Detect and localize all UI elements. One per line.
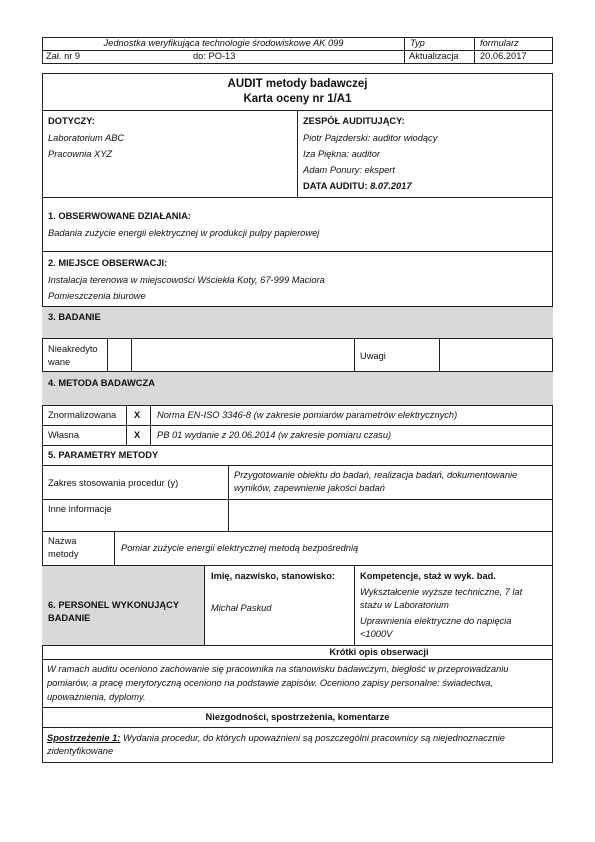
other-info-label: Inne informacje — [48, 504, 112, 514]
section-3-header — [42, 307, 553, 339]
method-mark: X — [134, 430, 141, 440]
personnel-name-header: Imię, nazwisko, stanowisko: — [211, 571, 335, 581]
observation-line: upoważnienia, dyplomy. — [47, 692, 146, 702]
method-label: Własna — [48, 430, 80, 440]
unit-name: Jednostka weryfikująca technologie środowiskowe AK 099 — [103, 38, 344, 48]
section-1-title: 1. OBSERWOWANE DZIAŁANIA: — [48, 211, 191, 221]
section-2-title: 2. MIEJSCE OBSERWACJI: — [48, 258, 168, 268]
personnel-title: 6. PERSONEL WYKONUJĄCY — [48, 600, 180, 610]
competence-line: Wykształcenie wyższe techniczne, 7 lat — [360, 587, 523, 597]
observation-line: W ramach auditu oceniono zachowanie się pracownika na stanowisku badawczym, biegłość w przeprowadzaniu — [47, 664, 509, 674]
audit-date-value: 8.07.2017 — [370, 181, 412, 191]
method-name-value: Pomiar zużycie energii elektrycznej metodą bezpośrednią — [121, 543, 359, 553]
observation-title: Krótki opis obserwacji — [329, 647, 429, 657]
method-mark: X — [134, 410, 141, 420]
scope-label: Zakres stosowania procedur (y) — [48, 478, 179, 488]
competence-line: Uprawnienia elektryczne do napięcia — [360, 616, 512, 626]
method-label: Znormalizowana — [48, 410, 117, 420]
attachment-number: Zał. nr 9 — [46, 51, 81, 61]
method-text: Norma EN-ISO 3346-8 (w zakresie pomiarów parametrów elektrycznych) — [157, 410, 458, 420]
section-1-text: Badania zużycie energii elektrycznej w produkcji pulpy papierowej — [48, 228, 320, 238]
personnel-name: Michał Paskud — [211, 603, 272, 613]
update-label: Aktualizacja — [409, 51, 459, 61]
personnel-title: BADANIE — [48, 613, 91, 623]
grid-line — [108, 339, 132, 372]
grid-line — [132, 339, 355, 372]
scope-text: wyników, zapewnienie jakości badań — [234, 483, 385, 493]
section-2-line: Instalacja terenowa w miejscowości Wściekła Koty, 67-999 Maciora — [48, 275, 325, 285]
observation-line: pomiarów, a pracę merytoryczną oceniono na podstawie zapisów. Oceniono zapisy personalne: świadectwa, — [47, 678, 493, 688]
card-number: Karta oceny nr 1/A1 — [243, 93, 352, 105]
method-name-label: Nazwa — [48, 536, 77, 546]
typ-value: formularz — [480, 38, 519, 48]
findings-title: Niezgodności, spostrzeżenia, komentarze — [205, 712, 390, 722]
section-5-title: 5. PARAMETRY METODY — [48, 450, 159, 460]
other-info-row — [42, 500, 553, 532]
finding-text: Wydania procedur, do których upoważnieni są poszczególni pracownicy są niejednoznacznie — [120, 733, 505, 743]
dotyczy-item: Laboratorium ABC — [48, 133, 125, 143]
team-member: Adam Ponury: ekspert — [303, 165, 395, 175]
competence-line: <1000V — [360, 629, 393, 639]
scope-text: Przygotowanie obiektu do badań, realizacja badań, dokumentowanie — [234, 470, 518, 480]
typ-label: Typ — [410, 38, 425, 48]
finding-text-cont: zidentyfikowane — [47, 746, 114, 756]
competence-line: stażu w Laboratorium — [360, 600, 449, 610]
zespol-label: ZESPÓŁ AUDITUJĄCY: — [303, 116, 405, 126]
form-title: AUDIT metody badawczej — [227, 78, 368, 90]
section-2-line: Pomieszczenia biurowe — [48, 291, 146, 301]
team-member: Iza Piękna: auditor — [303, 149, 381, 159]
competence-header: Kompetencje, staż w wyk. bad. — [360, 571, 496, 581]
audit-date-label: DATA AUDITU: — [303, 181, 371, 191]
remarks-label: Uwagi — [360, 351, 386, 361]
update-date: 20.06.2017 — [480, 51, 527, 61]
procedure-ref: do: PO-13 — [193, 51, 236, 61]
non-accredited-label: wane — [48, 357, 71, 367]
dotyczy-item: Pracownia XYZ — [48, 149, 113, 159]
method-name-label: metody — [48, 549, 79, 559]
team-member: Piotr Pajzderski: auditor wiodący — [303, 133, 438, 143]
finding-line — [47, 733, 505, 743]
non-accredited-label: Nieakredyto — [48, 344, 98, 354]
section-3-title: 3. BADANIE — [48, 312, 101, 322]
finding-label: Spostrzeżenie 1: — [47, 733, 121, 743]
dotyczy-label: DOTYCZY: — [48, 116, 95, 126]
section-1 — [42, 198, 553, 252]
audit-date-line — [303, 181, 412, 191]
section-4-title: 4. METODA BADAWCZA — [48, 378, 155, 388]
method-text: PB 01 wydanie z 20.06.2014 (w zakresie pomiaru czasu) — [157, 430, 392, 440]
